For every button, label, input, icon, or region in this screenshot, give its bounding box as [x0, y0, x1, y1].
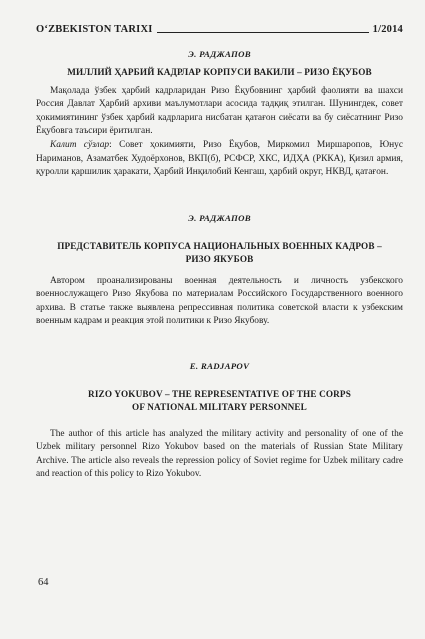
issue-number: 1/2014	[372, 24, 403, 35]
english-author: E. RADJAPOV	[189, 361, 250, 371]
header-rule	[157, 32, 369, 33]
uzbek-author: Э. РАДЖАПОВ	[188, 49, 251, 59]
russian-section	[36, 212, 403, 329]
uzbek-title: МИЛЛИЙ ҲАРБИЙ КАДРЛАР КОРПУСИ ВАКИЛИ – РИЗО ЁҚУБОВ	[67, 66, 372, 77]
english-section	[36, 360, 403, 482]
uzbek-section	[36, 48, 403, 180]
uzbek-keywords	[36, 139, 403, 180]
journal-title: O‘ZBEKISTON TARIXI	[36, 24, 153, 35]
russian-author: Э. РАДЖАПОВ	[188, 213, 251, 223]
uzbek-abstract: Мақолада ўзбек ҳарбий кадрларидан Ризо Ёқубовнинг ҳарбий фаолияти ва шахси Россия Давлат Ҳарбий архиви маълумотлари асосида тадқиқ этилган. Шунингдек, совет ҳокимиятининг ўзбек ҳарбий кадрларига нисбатан қатағон сиёсати ва бу сиёсатнинг Ризо Ёқубовга таъсири ёритилган.	[36, 85, 403, 137]
russian-title-line2: РИЗО ЯКУБОВ	[185, 253, 254, 264]
uzbek-keywords-label: Калит сўзлар	[50, 139, 110, 150]
russian-abstract: Автором проанализированы военная деятельность и личность узбекского военнослужащего Ризо Якубова по материалам Российского Государственного военного архива. В статье также выявлена репрессивная политика советской власти к узбекским военным кадрам и реакция этой политики к Ризо Якубову.	[36, 275, 403, 327]
english-title-line2: OF NATIONAL MILITARY PERSONNEL	[132, 401, 307, 412]
page-number: 64	[38, 577, 49, 588]
uzbek-keywords-list: : Совет ҳокимияти, Ризо Ёқубов, Миркомил Миршаропов, Юнус Нариманов, Азаматбек Худоёрхонов, ВКП(б), РСФСР, ХКС, ИДҲА (РККА), Қизил армия, қуролли қаршилик ҳаракати, Ҳарбий Инқилобий Кенгаш, ҳарбий округ, НКВД, қатағон.	[36, 139, 403, 178]
english-title-line1: RIZO YOKUBOV – THE REPRESENTATIVE OF THE CORPS	[88, 388, 351, 399]
english-abstract: The author of this article has analyzed the military activity and personality of one of the Uzbek military personnel Rizo Yokubov based on the materials of Russian State Military Archive. The article also reveals the repression policy of Soviet regime for Uzbek military cadre and reaction of this policy to Rizo Yokubov.	[36, 428, 403, 480]
running-header	[36, 24, 403, 35]
russian-title-line1: ПРЕДСТАВИТЕЛЬ КОРПУСА НАЦИОНАЛЬНЫХ ВОЕННЫХ КАДРОВ –	[57, 240, 382, 251]
